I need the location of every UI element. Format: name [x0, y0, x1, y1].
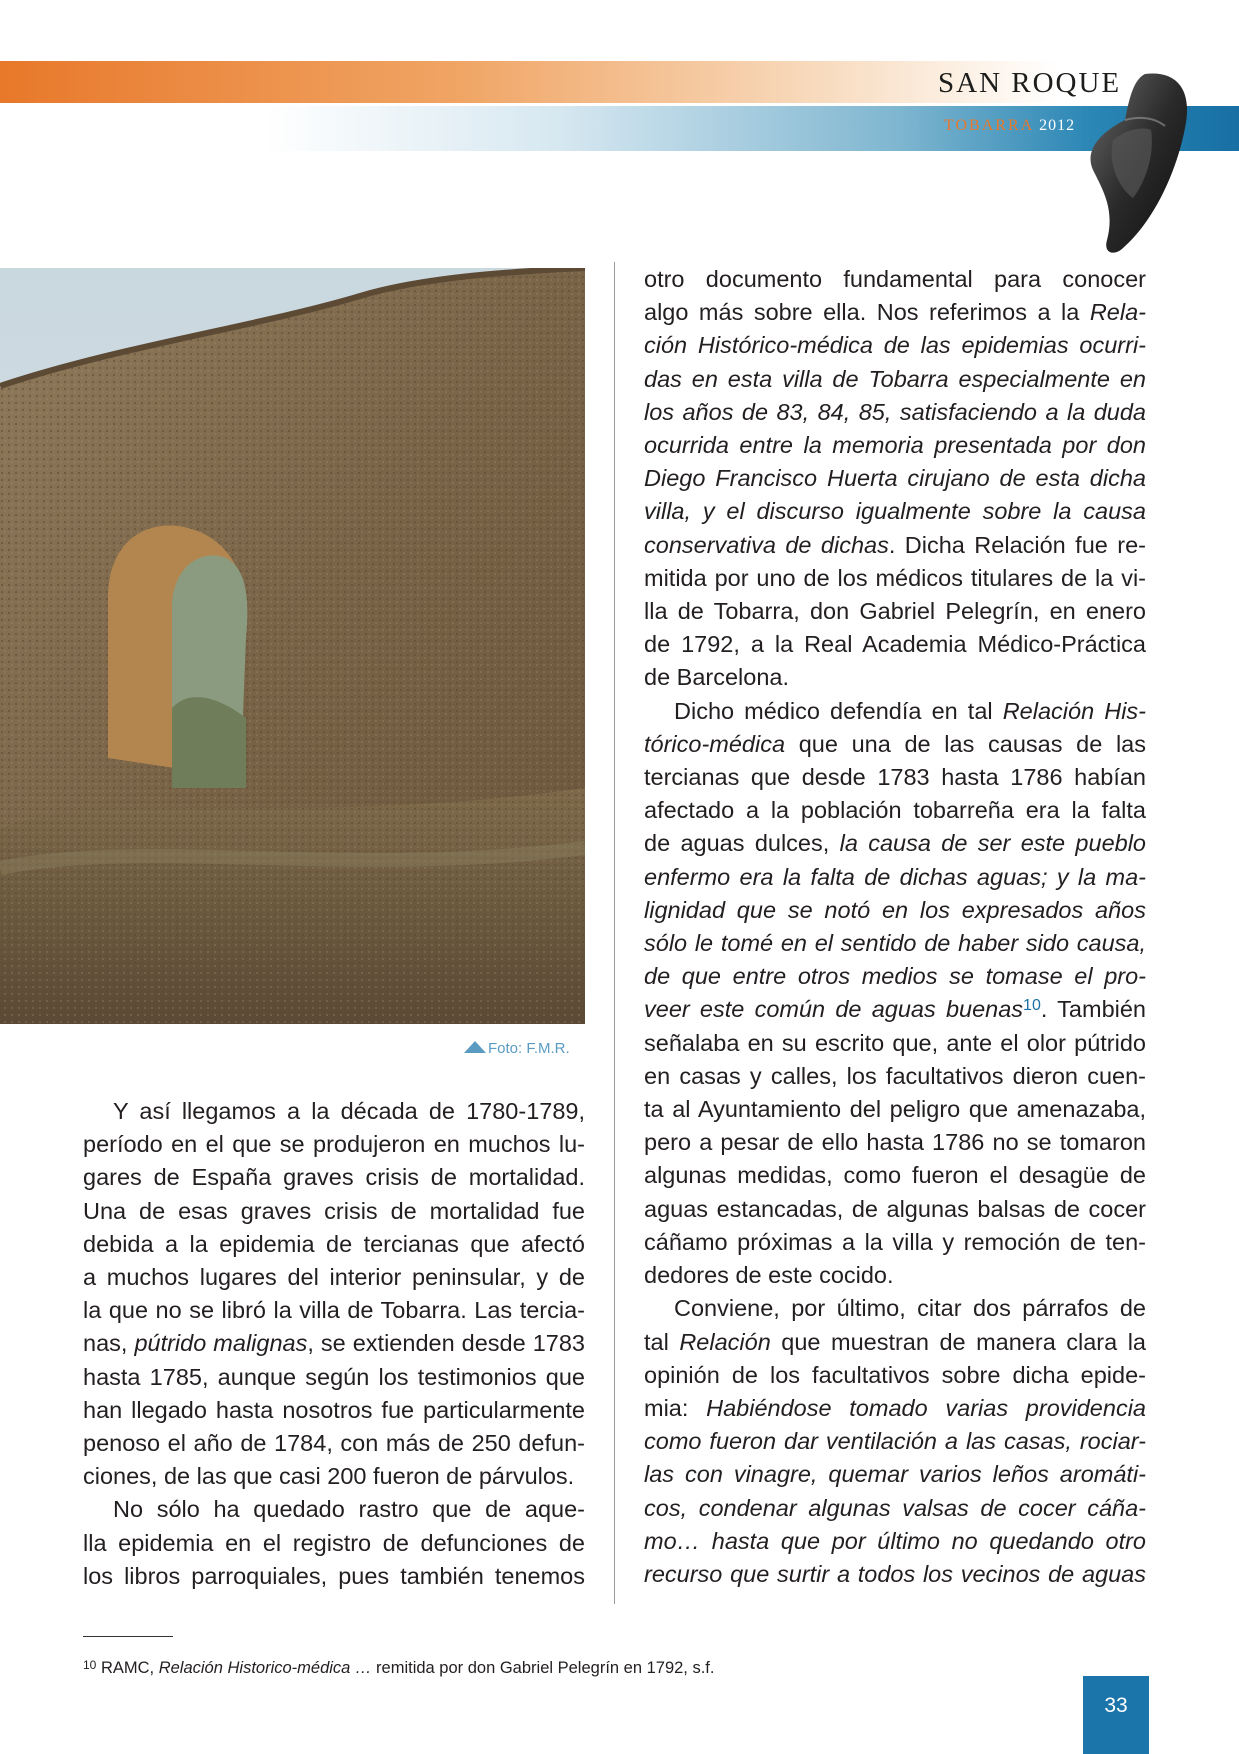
text-line: villa, y el discurso igualmente sobre la causa: [644, 498, 1146, 525]
text-line: nas, pútrido malignas, se extienden desde 1783: [83, 1330, 585, 1357]
pilgrim-hat-icon: [1085, 70, 1195, 260]
text-line: lla de Tobarra, don Gabriel Pelegrín, en enero: [644, 598, 1146, 625]
left-column: [83, 1095, 585, 1593]
italic-term: pútrido malignas: [134, 1330, 308, 1357]
text-line: los años de 83, 84, 85, satisfaciendo a la duda: [644, 398, 1146, 425]
text-line: Conviene, por último, citar dos párrafos de: [674, 1295, 1146, 1322]
text-line: mia: Habiéndose tomado varias providencia: [644, 1394, 1146, 1421]
text-line: afectado a la población tobarreña era la falta: [644, 797, 1146, 824]
text-line: Diego Francisco Huerta cirujano de esta dicha: [644, 465, 1146, 492]
text-line: tal Relación que muestran de manera clara la: [644, 1328, 1146, 1355]
text-line: de aguas dulces, la causa de ser este pueblo: [644, 830, 1146, 857]
triangle-up-icon: [464, 1041, 486, 1053]
text-line: en casas y calles, los facultativos dieron cuen-: [644, 1062, 1146, 1089]
text-line: conservativa de dichas. Dicha Relación fue re-: [644, 531, 1146, 558]
text-line: señalaba en su escrito que, ante el olor pútrido: [644, 1029, 1146, 1056]
magazine-title: SAN ROQUE: [938, 67, 1122, 99]
page-number: 33: [1083, 1676, 1149, 1754]
right-column: [644, 263, 1146, 1591]
text-line: los libros parroquiales, pues también tenemos: [83, 1562, 585, 1589]
footnote-rule: [83, 1636, 173, 1637]
magazine-subtitle: [944, 117, 1075, 135]
text-line: ocurrida entre la memoria presentada por don: [644, 432, 1146, 459]
text-line: enfermo era la falta de dichas aguas; y la ma-: [644, 863, 1146, 890]
text-line: a muchos lugares del interior peninsular, y de: [83, 1264, 585, 1291]
text-line: debida a la epidemia de tercianas que afectó: [83, 1230, 585, 1257]
text-line: Dicho médico defendía en tal Relación His-: [674, 697, 1146, 724]
text-line: aguas estancadas, de algunas balsas de cocer: [644, 1195, 1146, 1222]
text-line: dedores de este cocido.: [644, 1262, 894, 1289]
footnote-reference[interactable]: 10: [1023, 997, 1041, 1015]
text-line: las con vinagre, quemar varios leños aromáti-: [644, 1461, 1146, 1488]
aqueduct-photo: [0, 268, 585, 1024]
text-line: la que no se libró la villa de Tobarra. Las tercia-: [83, 1297, 585, 1324]
text-line: algo más sobre ella. Nos referimos a la Rela-: [644, 299, 1146, 326]
text-line: de Barcelona.: [644, 664, 790, 691]
text-line: hasta 1785, aunque según los testimonios que: [83, 1363, 585, 1390]
photo-caption: Foto: F.M.R.: [464, 1040, 570, 1057]
text-line: otro documento fundamental para conocer: [644, 266, 1146, 292]
paragraph-1: [83, 1095, 585, 1493]
text-line: Y así llegamos a la década de 1780-1789,: [113, 1098, 585, 1124]
text-line: como fueron dar ventilación a las casas, rociar-: [644, 1428, 1146, 1455]
column-divider: [614, 262, 615, 1604]
text-line: No sólo ha quedado rastro que de aque-: [113, 1496, 585, 1523]
text-line: lla epidemia en el registro de defunciones de: [83, 1529, 585, 1556]
text-line: período en el que se produjeron en muchos lu-: [83, 1131, 585, 1158]
footnote-number: 10: [83, 1658, 97, 1672]
text-line: cos, condenar algunas valsas de cocer cáña-: [644, 1494, 1146, 1521]
text-line: lignidad que se notó en los expresados años: [644, 896, 1146, 923]
paragraph-continued: [644, 263, 1146, 695]
text-line: ciones, de las que casi 200 fueron de párvulos.: [83, 1463, 575, 1490]
text-line: mitida por uno de los médicos titulares de la vi-: [644, 564, 1146, 591]
text-line: algunas medidas, como fueron el desagüe de: [644, 1162, 1146, 1189]
text-line: sólo le tomé en el sentido de haber sido causa,: [644, 930, 1146, 957]
text-line: opinión de los facultativos sobre dicha epide-: [644, 1361, 1146, 1388]
text-line: tórico-médica que una de las causas de las: [644, 730, 1146, 757]
paragraph-2: [83, 1493, 585, 1593]
magazine-place: TOBARRA: [944, 117, 1035, 134]
text-line: ta al Ayuntamiento del peligro que amenazaba,: [644, 1096, 1146, 1123]
text-line: gares de España graves crisis de mortalidad.: [83, 1164, 585, 1191]
text-line: mo… hasta que por último no quedando otro: [644, 1527, 1146, 1554]
text-line: han llegado hasta nosotros fue particularmente: [83, 1396, 585, 1423]
footnote: $^{10}$ RAMC, Relación Historico-médica … remitida por don Gabriel Pelegrín en 1792, s.f.: [83, 1658, 715, 1677]
text-line: tercianas que desde 1783 hasta 1786 habían: [644, 764, 1146, 791]
paragraph-dicho-medico: [644, 695, 1146, 1293]
text-line: penoso el año de 1784, con más de 250 defun-: [83, 1430, 585, 1457]
text-line: recurso que surtir a todos los vecinos de aguas: [644, 1560, 1146, 1587]
text-line: Una de esas graves crisis de mortalidad fue: [83, 1197, 585, 1224]
text-line: veer este común de aguas buenas$^{10}$. También: [644, 996, 1146, 1023]
text-line: das en esta villa de Tobarra especialmente en: [644, 365, 1146, 392]
text-line: de 1792, a la Real Academia Médico-Práctica: [644, 631, 1146, 658]
magazine-year: 2012: [1039, 117, 1076, 134]
text-line: ción Histórico-médica de las epidemias ocurri-: [644, 332, 1146, 359]
text-line: de que entre otros medios se tomase el pro-: [644, 963, 1146, 990]
text-line: cáñamo próximas a la villa y remoción de ten-: [644, 1228, 1146, 1255]
paragraph-conviene: [644, 1292, 1146, 1591]
text-line: pero a pesar de ello hasta 1786 no se tomaron: [644, 1129, 1146, 1156]
